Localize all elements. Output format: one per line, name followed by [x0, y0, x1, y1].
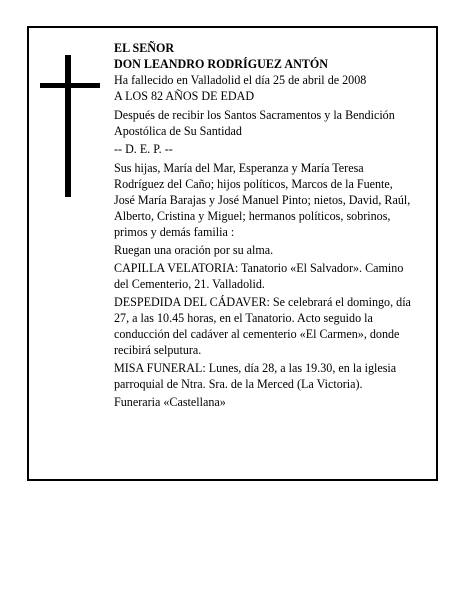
sacraments-paragraph: Después de recibir los Santos Sacramentos y la Bendición Apostólica de Su Santidad	[114, 108, 395, 138]
cross-vertical-bar	[65, 55, 71, 197]
age-line: A LOS 82 AÑOS DE EDAD	[114, 89, 255, 103]
family-paragraph: Sus hijas, María del Mar, Esperanza y María Teresa Rodríguez del Caño; hijos políticos, Marcos de la Fuente, José María Barajas y José Manuel Pinto; nietos, David, Raúl, Alberto, Cristina y Miguel; hermanos políticos, sobrinos, primos y demás familia :	[114, 161, 411, 239]
farewell-paragraph: DESPEDIDA DEL CÁDAVER: Se celebrará el domingo, día 27, a las 10.45 horas, en el Tanatorio. Acto seguido la conducción del cadáver al cementerio «El Carmen», donde recibirá selputura.	[114, 295, 411, 357]
funeral-home-line: Funeraria «Castellana»	[114, 395, 226, 409]
rip-line: -- D. E. P. --	[114, 142, 173, 156]
deceased-name: DON LEANDRO RODRÍGUEZ ANTÓN	[114, 57, 329, 71]
mass-paragraph: MISA FUNERAL: Lunes, día 28, a las 19.30, en la iglesia parroquial de Ntra. Sra. de la Merced (La Victoria).	[114, 361, 397, 391]
prayer-line: Ruegan una oración por su alma.	[114, 243, 274, 257]
cross-horizontal-bar	[40, 83, 100, 88]
death-line: Ha fallecido en Valladolid el día 25 de abril de 2008	[114, 73, 367, 87]
latin-cross-icon	[40, 55, 100, 197]
notice-title: EL SEÑOR	[114, 41, 175, 55]
obituary-text	[114, 40, 414, 412]
chapel-paragraph: CAPILLA VELATORIA: Tanatorio «El Salvador». Camino del Cementerio, 21. Valladolid.	[114, 261, 404, 291]
